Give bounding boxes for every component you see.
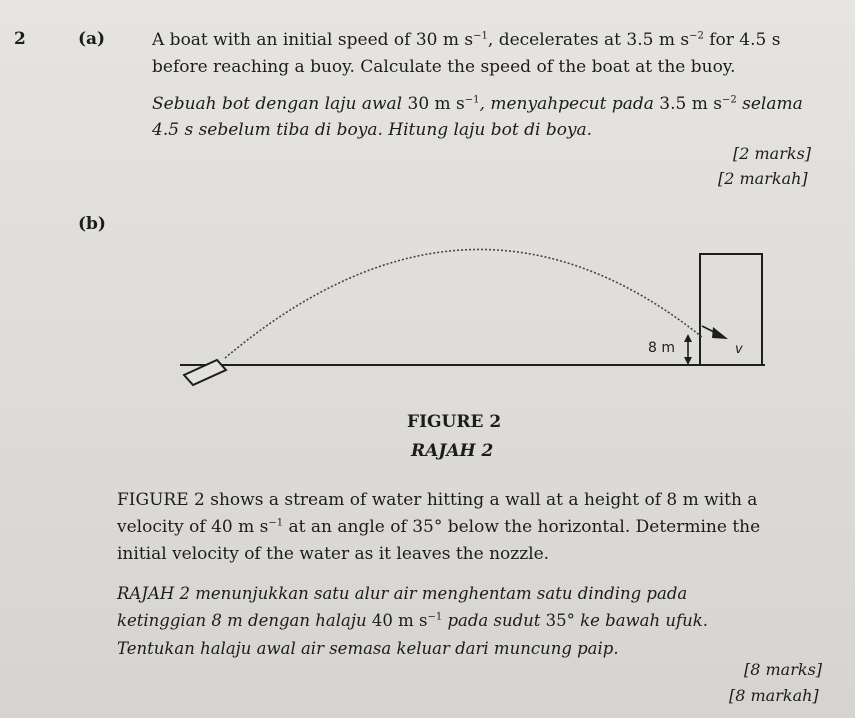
text-segment: velocity of (117, 517, 212, 537)
text-segment: , menyahpecut pada (479, 94, 660, 114)
unit-exponent: −1 (268, 517, 284, 529)
unit-exponent: −1 (427, 611, 443, 623)
part-b-label: (b) (78, 214, 106, 234)
deceleration-value: 3.5 m s (626, 30, 690, 50)
part-b-malay-line-3: Tentukan halaju awal air semasa keluar dari muncung paip. (117, 639, 619, 658)
text-segment: FIGURE 2 shows a stream of water hitting a wall at a height of 8 m with a (117, 490, 758, 510)
deceleration-value: 3.5 m s (659, 94, 722, 114)
unit-exponent: −2 (721, 94, 737, 106)
text-segment: Sebuah bot dengan laju awal (152, 94, 408, 114)
angle-value: 35° (545, 611, 575, 630)
height-arrow-head-up (684, 334, 692, 342)
part-a-marks-malay: [2 markah] (718, 169, 808, 188)
text-segment: , decelerates at (487, 30, 627, 50)
text-segment: ke bawah ufuk. (574, 611, 708, 630)
text-segment: selama (736, 94, 803, 114)
wall (700, 254, 762, 365)
velocity-value: 40 m s (211, 517, 269, 537)
speed-value: 30 m s (407, 94, 465, 114)
part-a-malay-line-2: 4.5 s sebelum tiba di boya. Hitung laju bot di boya. (152, 120, 593, 140)
part-a-marks-english: [2 marks] (733, 144, 812, 163)
part-b-malay-line-2 (117, 608, 708, 634)
text-segment: pada sudut (442, 611, 546, 630)
nozzle (184, 360, 226, 385)
height-label: 8 m (648, 340, 675, 356)
part-b-marks-english: [8 marks] (744, 660, 823, 679)
speed-value: 30 m s (415, 30, 474, 50)
text-segment: at an angle of (283, 517, 413, 537)
part-b-english-line-1 (117, 487, 757, 513)
text-segment: ketinggian 8 m dengan halaju (117, 611, 372, 630)
part-b-marks-malay: [8 markah] (729, 686, 819, 705)
height-arrow-head-down (684, 357, 692, 365)
figure-caption-english: FIGURE 2 (407, 412, 502, 432)
unit-exponent: −1 (473, 30, 488, 42)
part-b-english-line-3: initial velocity of the water as it leaves the nozzle. (117, 544, 550, 564)
part-a-english-line-2: before reaching a buoy. Calculate the speed of the boat at the buoy. (152, 57, 736, 77)
velocity-arrow-head (712, 327, 728, 339)
part-b-malay-line-1: RAJAH 2 menunjukkan satu alur air menghentam satu dinding pada (117, 584, 688, 603)
part-a-label: (a) (78, 29, 106, 49)
text-segment: for 4.5 s (703, 30, 781, 50)
water-trajectory (225, 249, 702, 358)
text-segment: below the horizontal. Determine the (442, 517, 761, 537)
text-segment: A boat with an initial speed of (152, 30, 416, 50)
figure-caption-malay: RAJAH 2 (411, 441, 494, 461)
unit-exponent: −1 (464, 94, 480, 106)
question-number: 2 (14, 29, 26, 49)
angle-value: 35° (412, 517, 443, 537)
unit-exponent: −2 (689, 30, 704, 42)
velocity-value: 40 m s (371, 611, 428, 630)
part-b-english-line-2 (117, 514, 760, 540)
velocity-label: v (735, 342, 743, 357)
